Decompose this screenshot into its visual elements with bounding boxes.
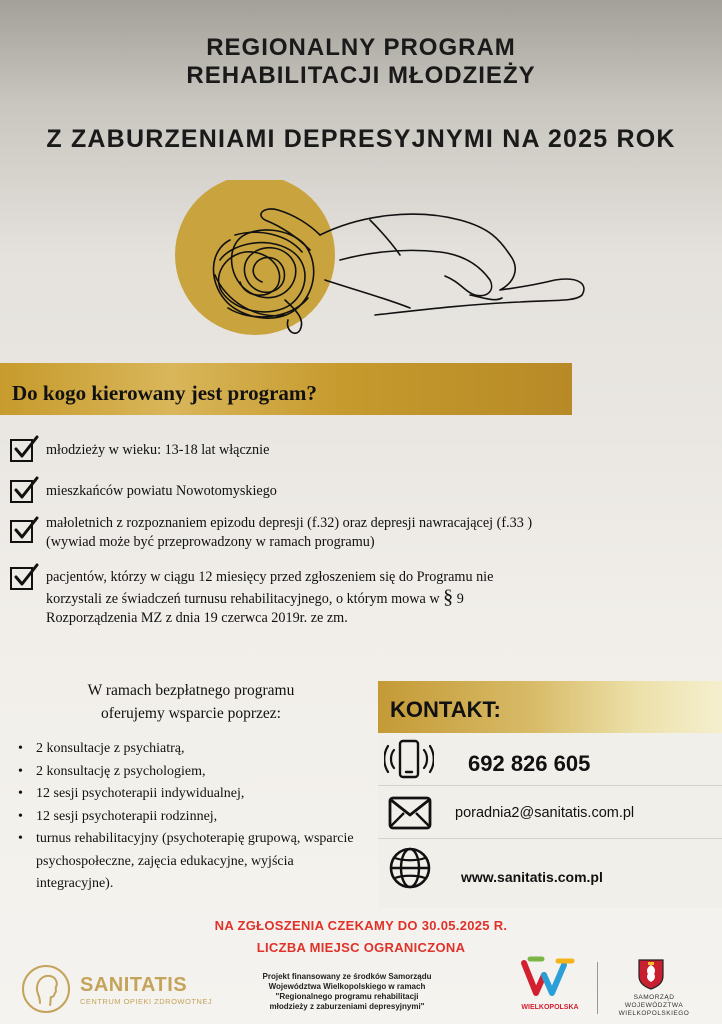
paragraph-sign: § <box>443 586 454 608</box>
checkbox-checked-icon <box>10 439 33 462</box>
project-funding-note <box>232 972 462 1012</box>
project-line: Województwa Wielkopolskiego w ramach <box>268 982 426 991</box>
criteria-text: korzystali ze świadczeń turnusu rehabilitacyjnego, o którym mowa w <box>46 591 440 607</box>
page-title-line2: REHABILITACJI MŁODZIEŻY <box>186 62 536 89</box>
wielkopolska-logo-mark <box>520 955 576 1001</box>
offer-item: • 12 sesji psychoterapii rodzinnej, <box>18 806 378 829</box>
criteria-text: młodzieży w wieku: 13-18 lat włącznie <box>46 442 270 458</box>
samorzad-line: SAMORZĄD <box>633 994 675 1001</box>
website-link[interactable]: www.sanitatis.com.pl <box>461 869 603 885</box>
sanitatis-logo <box>20 963 72 1015</box>
contact-heading: KONTAKT: <box>390 697 501 722</box>
criteria-text: Rozporządzenia MZ z dnia 19 czerwca 2019r. ze zm. <box>46 610 348 626</box>
checkbox-checked-icon <box>10 567 33 590</box>
paragraph-number: 9 <box>456 591 464 607</box>
offer-item-continued: integracyjne). <box>36 876 114 891</box>
offer-item-continued: psychospołeczne, zajęcia edukacyjne, wyjścia <box>36 853 294 869</box>
section-heading: Do kogo kierowany jest program? <box>12 381 317 405</box>
limited-places-notice: LICZBA MIEJSC OGRANICZONA <box>256 940 466 955</box>
page-title-line1: REGIONALNY PROGRAM <box>206 34 516 61</box>
offer-item: • 2 konsultacje z psychiatrą, <box>18 738 378 761</box>
offer-heading-line2: oferujemy wsparcie poprzez: <box>101 705 281 722</box>
page-title-line3: Z ZABURZENIAMI DEPRESYJNYMI NA 2025 ROK <box>46 125 676 153</box>
samorzad-label <box>606 994 702 1018</box>
envelope-icon <box>388 795 432 831</box>
sanitatis-logo-subtitle: CENTRUM OPIEKI ZDROWOTNEJ <box>80 997 213 1006</box>
logo-divider <box>597 962 598 1014</box>
coat-of-arms-icon <box>637 958 665 990</box>
samorzad-line: WIELKOPOLSKIEGO <box>618 1010 690 1017</box>
criteria-text: mieszkańców powiatu Nowotomyskiego <box>46 483 277 499</box>
offer-item: • turnus rehabilitacyjny (psychoterapię grupową, wsparcie <box>18 828 378 851</box>
divider <box>378 785 722 786</box>
offer-item: • 12 sesji psychoterapii indywidualnej, <box>18 783 378 806</box>
divider <box>378 838 722 839</box>
email-link[interactable]: poradnia2@sanitatis.com.pl <box>455 805 635 821</box>
project-line: Projekt finansowany ze środków Samorządu <box>262 972 432 981</box>
samorzad-line: WOJEWÓDZTWA <box>624 1002 684 1009</box>
criteria-text: małoletnich z rozpoznaniem epizodu depresji (f.32) oraz depresji nawracającej (f.33 ) <box>46 515 533 531</box>
offer-item: • 2 konsultację z psychologiem, <box>18 761 378 784</box>
criteria-text: pacjentów, którzy w ciągu 12 miesięcy przed zgłoszeniem się do Programu nie <box>46 569 494 585</box>
project-line: "Regionalnego programu rehabilitacji <box>275 992 419 1001</box>
checkbox-checked-icon <box>10 480 33 503</box>
offer-heading-line1: W ramach bezpłatnego programu <box>87 682 295 699</box>
deadline-notice: NA ZGŁOSZENIA CZEKAMY DO 30.05.2025 R. <box>214 918 508 933</box>
sanitatis-logo-name: SANITATIS <box>80 974 188 996</box>
lying-figure-illustration <box>170 180 600 350</box>
criteria-text-with-paragraph <box>46 588 464 609</box>
project-line: młodzieży z zaburzeniami depresyjnymi" <box>269 1002 425 1011</box>
globe-icon <box>388 846 432 890</box>
checkbox-checked-icon <box>10 520 33 543</box>
phone-icon <box>384 738 434 782</box>
criteria-text: (wywiad może być przeprowadzony w ramach programu) <box>46 534 375 550</box>
wielkopolska-logo-label: WIELKOPOLSKA <box>521 1004 579 1011</box>
phone-number-link[interactable]: 692 826 605 <box>468 751 591 776</box>
offer-list <box>18 738 378 896</box>
